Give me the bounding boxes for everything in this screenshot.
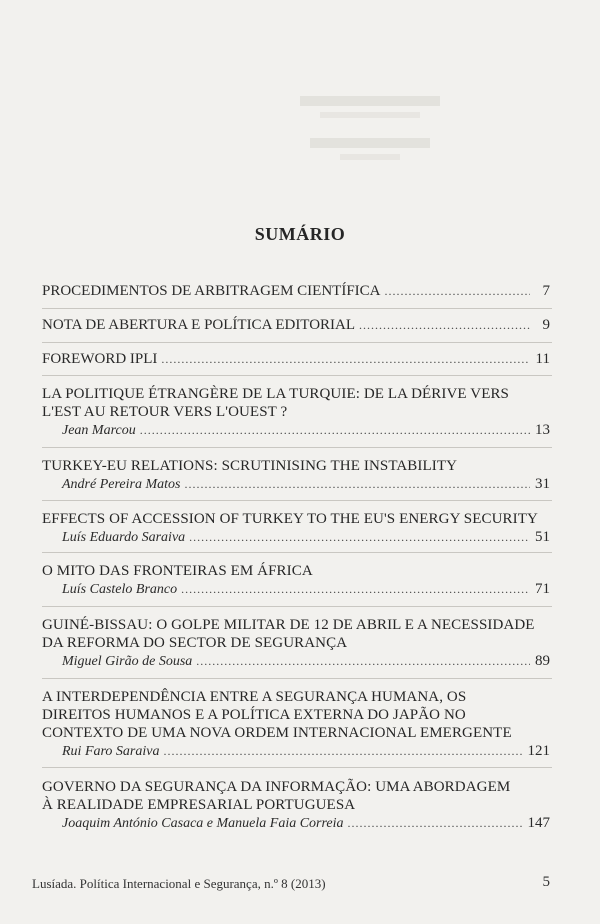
toc-entry-title-line: CONTEXTO DE UMA NOVA ORDEM INTERNACIONAL EMERGENTE [42,725,512,741]
leader-dots [184,475,530,493]
toc-entry[interactable] [42,282,550,300]
toc-entry-author: Jean Marcou [62,423,136,438]
leader-dots [189,528,530,546]
toc-entry-title-line: À REALIDADE EMPRESARIAL PORTUGUESA [42,797,356,813]
toc-entry-page: 71 [535,581,550,597]
toc-entry-title-line: GUINÉ-BISSAU: O GOLPE MILITAR DE 12 DE ABRIL E A NECESSIDADE [42,617,535,633]
divider [42,500,552,501]
leader-dots [348,814,524,832]
leader-dots [196,652,530,670]
leader-dots [385,282,531,300]
toc-entry-title-line: DA REFORMA DO SECTOR DE SEGURANÇA [42,635,348,651]
divider [42,552,552,553]
toc-entry-author: Miguel Girão de Sousa [62,654,193,669]
toc-entry-title: NOTA DE ABERTURA E POLÍTICA EDITORIAL [42,317,356,333]
toc-entry-author: Luís Castelo Branco [62,582,178,597]
show-through-bleed [300,90,440,164]
toc-entry-page: 147 [527,815,550,831]
toc-entry[interactable] [42,350,550,368]
toc-entry-page: 11 [535,351,550,367]
toc-entry-author: Luís Eduardo Saraiva [62,530,186,545]
page-number: 5 [542,874,550,890]
toc-entry[interactable] [42,616,550,671]
leader-dots [161,350,530,368]
toc-entry[interactable] [42,385,550,440]
toc-entry-title: TURKEY-EU RELATIONS: SCRUTINISING THE INSTABILITY [42,458,458,474]
toc-entry[interactable] [42,316,550,334]
toc-entry[interactable] [42,688,550,761]
toc-entry[interactable] [42,562,550,599]
divider [42,308,552,309]
leader-dots [181,580,530,598]
toc-entry[interactable] [42,778,550,833]
toc-entry-page: 121 [527,743,550,759]
toc-entry-title-line: A INTERDEPENDÊNCIA ENTRE A SEGURANÇA HUMANA, OS [42,689,467,705]
toc-entry[interactable] [42,457,550,494]
toc-entry-page: 31 [535,476,550,492]
toc-entry-author: Rui Faro Saraiva [62,744,160,759]
toc-entry-title-line: DIREITOS HUMANOS E A POLÍTICA EXTERNA DO JAPÃO NO [42,707,466,723]
page-title: SUMÁRIO [254,224,346,244]
toc-entry-page: 9 [542,317,550,333]
toc-entry[interactable] [42,510,550,547]
leader-dots [140,421,530,439]
divider [42,342,552,343]
toc-entry-page: 89 [535,653,550,669]
toc-entry-title-line: L'EST AU RETOUR VERS L'OUEST ? [42,404,288,420]
leader-dots [163,742,523,760]
toc-entry-title: FOREWORD IPLI [42,351,158,367]
toc-entry-title: O MITO DAS FRONTEIRAS EM ÁFRICA [42,563,313,579]
toc-entry-title-line: LA POLITIQUE ÉTRANGÈRE DE LA TURQUIE: DE LA DÉRIVE VERS [42,386,509,402]
toc-entry-author: Joaquim António Casaca e Manuela Faia Correia [62,816,344,831]
toc-entry-page: 51 [535,529,550,545]
toc-entry-page: 13 [535,422,550,438]
leader-dots [359,316,530,334]
divider [42,678,552,679]
toc-entry-page: 7 [542,283,550,299]
toc-entry-title: PROCEDIMENTOS DE ARBITRAGEM CIENTÍFICA [42,283,381,299]
divider [42,375,552,376]
journal-footer: Lusíada. Política Internacional e Segurança, n.º 8 (2013) [32,876,326,891]
toc-entry-title: EFFECTS OF ACCESSION OF TURKEY TO THE EU'S ENERGY SECURITY [42,511,538,527]
divider [42,447,552,448]
toc-entry-author: André Pereira Matos [62,477,181,492]
toc-entry-title-line: GOVERNO DA SEGURANÇA DA INFORMAÇÃO: UMA ABORDAGEM [42,779,511,795]
divider [42,606,552,607]
divider [42,767,552,768]
